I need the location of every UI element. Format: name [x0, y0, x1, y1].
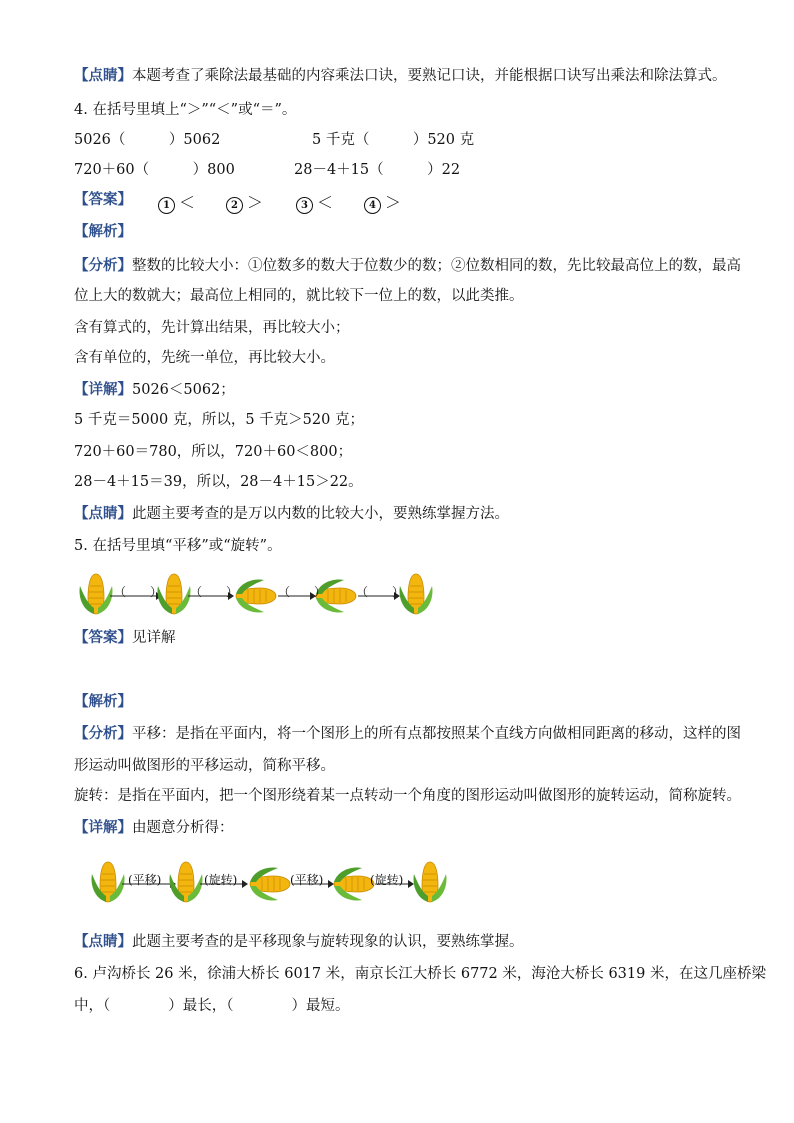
dianjing-tag: 【点睛】: [74, 67, 132, 84]
corn-icon: [92, 862, 125, 902]
fenxi-line-3: 含有算式的，先计算出结果，再比较大小；: [74, 320, 350, 336]
answer-tag-text: 【答案】: [74, 629, 132, 646]
answer-symbol: ＜: [317, 193, 334, 212]
fenxi-line-1: [74, 256, 741, 276]
arrow-head-icon: [408, 880, 414, 888]
xiangjie-tag: 【详解】: [74, 819, 132, 836]
answer-item-1: [158, 190, 195, 214]
jiexi5-tag: [74, 692, 132, 712]
arrow-head-icon: [242, 880, 248, 888]
dianjing-line-2: [74, 504, 509, 524]
xiangjie-line-4: 28－4＋15＝39，所以，28－4＋15＞22。: [74, 474, 363, 490]
fenxi-text: 平移：是指在平面内，将一个图形上的所有点都按照某个直线方向做相同距离的移动，这样的图: [132, 726, 741, 742]
q4-item-3: 720＋60（ ）800: [74, 162, 235, 178]
xiangjie-line-1: [74, 380, 235, 400]
blank-3: （ ）: [278, 585, 327, 599]
answer-item-3: [296, 190, 333, 214]
dianjing5-line: [74, 932, 524, 952]
dianjing-tag: 【点睛】: [74, 933, 132, 950]
dianjing-text: 此题主要考查的是万以内数的比较大小，要熟练掌握方法。: [132, 506, 509, 522]
question-6-line-1: 6. 卢沟桥长 26 米，徐浦大桥长 6017 米，南京长江大桥长 6772 米，海沧大桥长 6319 米，在这几座桥梁: [74, 966, 766, 982]
corn-icon: [170, 862, 203, 902]
circled-number: 2: [226, 197, 243, 214]
fenxi5-line-1: [74, 724, 741, 744]
jiexi-tag-text: 【解析】: [74, 223, 132, 240]
fenxi-text: 整数的比较大小：①位数多的数大于位数少的数；②位数相同的数，先比较最高位上的数，最高: [132, 258, 741, 274]
corn-icon: [250, 868, 290, 901]
q4-item-4: 28－4＋15（ ）22: [294, 162, 461, 178]
fenxi-line-4: 含有单位的，先统一单位，再比较大小。: [74, 350, 335, 366]
circled-number: 3: [296, 197, 313, 214]
corn-icon: [236, 580, 276, 613]
question-5-title: 5. 在括号里填“平移”或“旋转”。: [74, 538, 282, 554]
answer-item-2: [226, 190, 263, 214]
fenxi-tag: 【分析】: [74, 257, 132, 274]
label-2: (旋转): [204, 873, 238, 887]
answer5-line: [74, 628, 176, 648]
xiangjie-line-2: 5 千克＝5000 克，所以，5 千克＞520 克；: [74, 412, 364, 428]
dianjing-text: 此题主要考查的是平移现象与旋转现象的认识，要熟练掌握。: [132, 934, 524, 950]
corn-icon: [158, 574, 191, 614]
xiangjie5-line: [74, 818, 234, 838]
label-1: (平移): [128, 873, 162, 887]
xiangjie-text: 5026＜5062；: [132, 382, 235, 398]
question-4-title: 4. 在括号里填上“＞”“＜”或“＝”。: [74, 102, 297, 118]
blank-1: （ ）: [114, 585, 163, 599]
answer-tag: [74, 190, 132, 210]
arrow-head-icon: [328, 880, 334, 888]
corn-icon: [80, 574, 113, 614]
answer-text: 见详解: [132, 630, 176, 646]
jiexi-tag-text: 【解析】: [74, 693, 132, 710]
dianjing-line-1: [74, 66, 727, 86]
xiangjie-line-3: 720＋60＝780，所以，720＋60＜800；: [74, 444, 353, 460]
corn-icon: [334, 868, 374, 901]
answer-tag-text: 【答案】: [74, 191, 132, 208]
q4-item-2: 5 千克（ ）520 克: [312, 132, 475, 148]
corn-icon: [400, 574, 433, 614]
blank-2: （ ）: [190, 585, 239, 599]
fenxi-tag: 【分析】: [74, 725, 132, 742]
fenxi5-line-3: 旋转：是指在平面内，把一个图形绕着某一点转动一个角度的图形运动叫做图形的旋转运动，简称旋转。: [74, 788, 741, 804]
fenxi5-line-2: 形运动叫做图形的平移运动，简称平移。: [74, 758, 335, 774]
answer-symbol: ＞: [247, 193, 264, 212]
answer-item-4: [364, 190, 401, 214]
corn-icon: [414, 862, 447, 902]
circled-number: 1: [158, 197, 175, 214]
blank-4: （ ）: [356, 585, 405, 599]
q4-item-1: 5026（ ）5062: [74, 132, 221, 148]
dianjing-tag: 【点睛】: [74, 505, 132, 522]
circled-number: 4: [364, 197, 381, 214]
question-6-line-2: 中，（ ）最长，（ ）最短。: [74, 998, 350, 1014]
dianjing-text: 本题考查了乘除法最基础的内容乘法口诀，要熟记口诀，并能根据口诀写出乘法和除法算式。: [132, 68, 727, 84]
answer-symbol: ＜: [179, 193, 196, 212]
answer-symbol: ＞: [385, 193, 402, 212]
label-4: (旋转): [370, 873, 404, 887]
fenxi-line-2: 位上大的数就大；最高位上相同的，就比较下一位上的数，以此类推。: [74, 288, 524, 304]
jiexi-tag: [74, 222, 132, 242]
xiangjie-tag: 【详解】: [74, 381, 132, 398]
label-3: (平移): [290, 873, 324, 887]
xiangjie-text: 由题意分析得：: [132, 820, 234, 836]
